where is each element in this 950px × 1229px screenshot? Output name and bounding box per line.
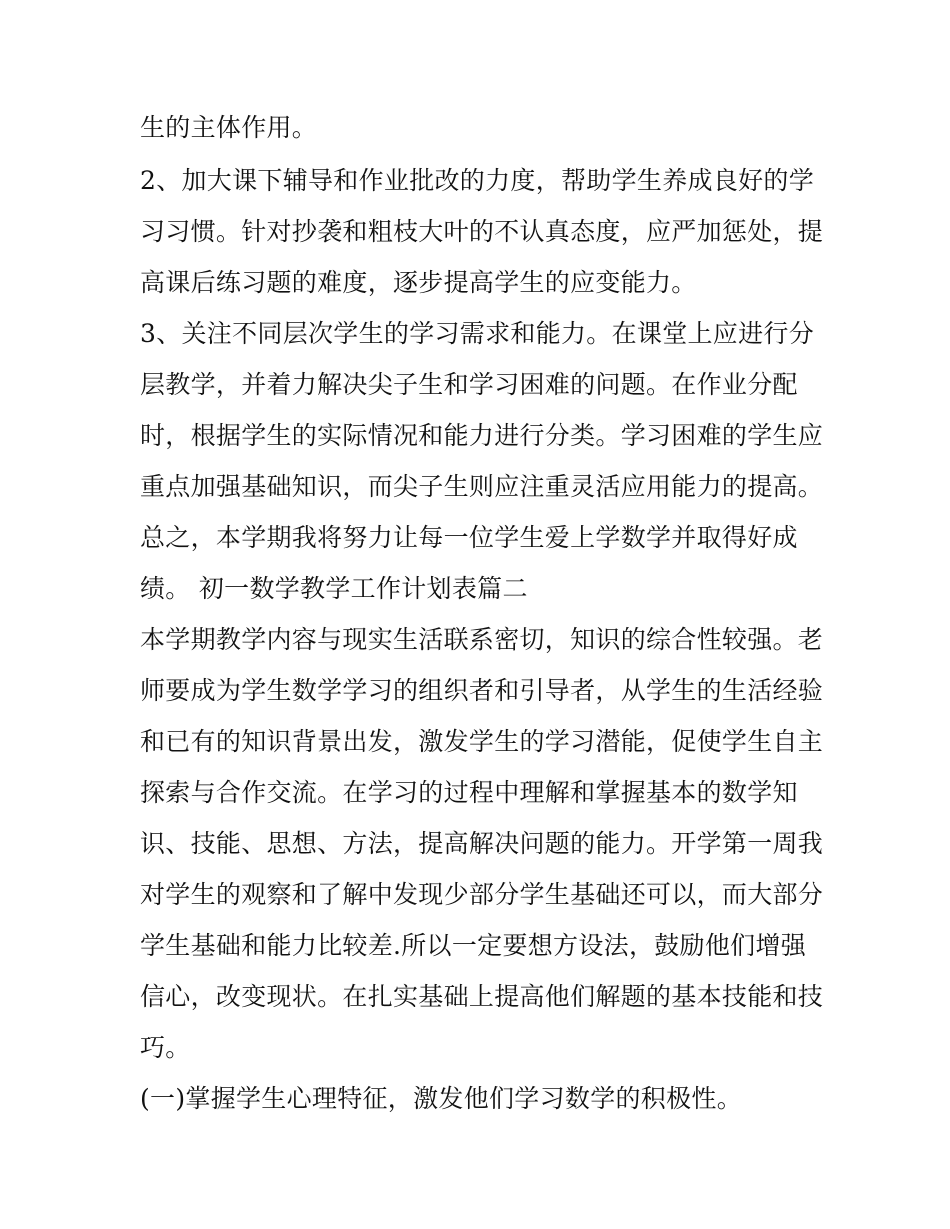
text-line: 习习惯。针对抄袭和粗枝大叶的不认真态度，应严加惩处，提 [140,217,824,246]
text-line: 层教学，并着力解决尖子生和学习困难的问题。在作业分配 [140,370,798,399]
text-line: 高课后练习题的难度，逐步提高学生的应变能力。 [140,268,697,297]
text-line: 和已有的知识背景出发，激发学生的学习潜能，促使学生自主 [140,727,824,756]
text-line: 总之，本学期我将努力让每一位学生爱上学数学并取得好成 [140,523,798,552]
text-line: 绩。 初一数学教学工作计划表篇二 [140,574,528,603]
text-line: (一)掌握学生心理特征，激发他们学习数学的积极性。 [140,1084,743,1113]
text-line: 时，根据学生的实际情况和能力进行分类。学习困难的学生应 [140,421,824,450]
text-line: 巧。 [140,1033,191,1062]
text-line: 重点加强基础知识，而尖子生则应注重灵活应用能力的提高。 [140,472,824,501]
text-line: 本学期教学内容与现实生活联系密切，知识的综合性较强。老 [140,625,824,654]
text-line: 对学生的观察和了解中发现少部分学生基础还可以，而大部分 [140,880,824,909]
text-line: 2、加大课下辅导和作业批改的力度，帮助学生养成良好的学 [140,166,815,195]
text-line: 识、技能、思想、方法，提高解决问题的能力。开学第一周我 [140,829,824,858]
text-line: 探索与合作交流。在学习的过程中理解和掌握基本的数学知 [140,778,798,807]
text-line: 学生基础和能力比较差.所以一定要想方设法，鼓励他们增强 [140,931,807,960]
text-line: 生的主体作用。 [140,113,318,142]
text-line: 3、关注不同层次学生的学习需求和能力。在课堂上应进行分 [140,319,815,348]
text-line: 师要成为学生数学学习的组织者和引导者，从学生的生活经验 [140,676,824,705]
text-line: 信心，改变现状。在扎实基础上提高他们解题的基本技能和技 [140,982,824,1011]
